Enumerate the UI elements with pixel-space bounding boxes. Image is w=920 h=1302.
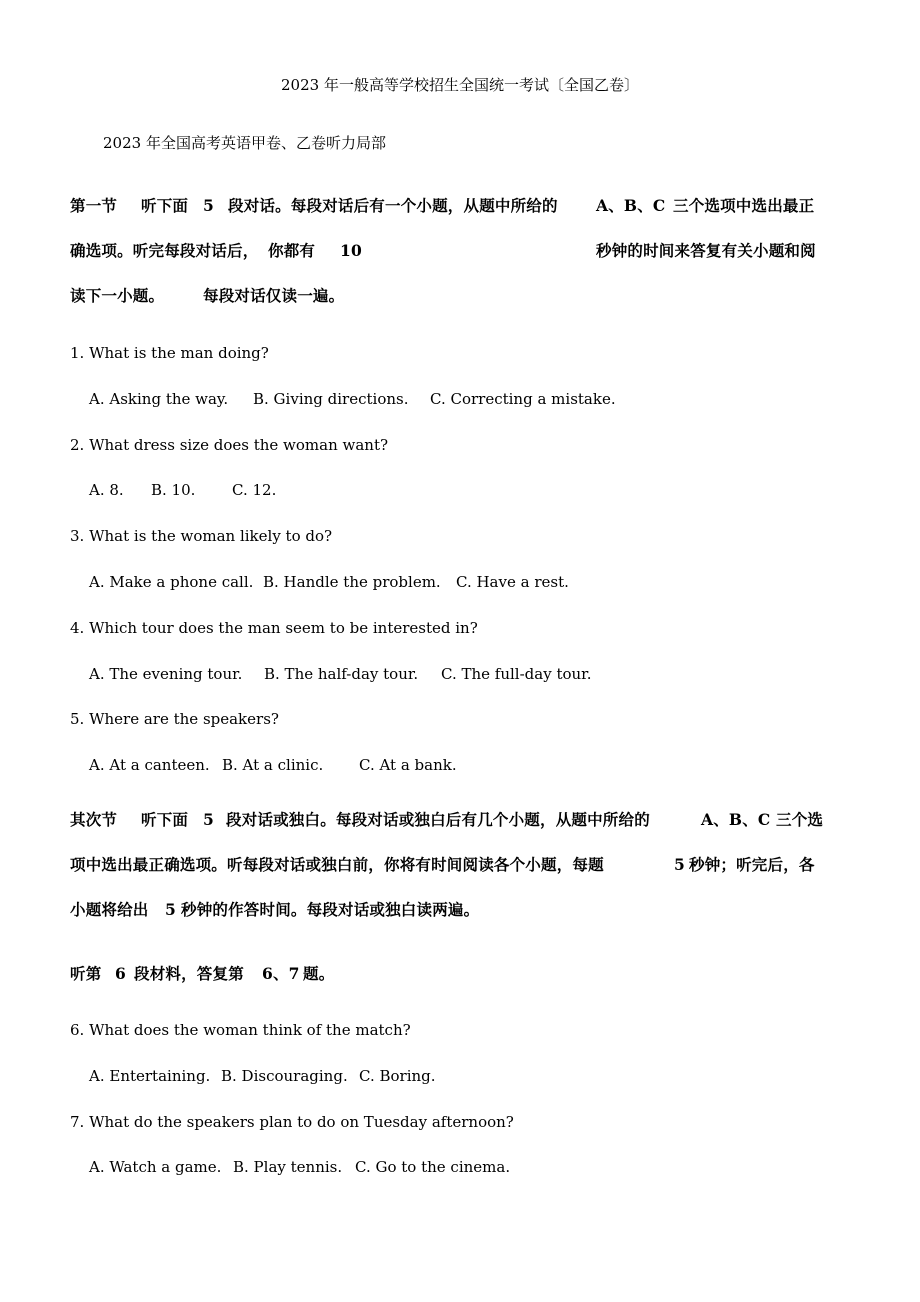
option-b: B. The half-day tour.	[264, 665, 419, 683]
question-7: 7. What do the speakers plan to do on Tuesday afternoon?	[70, 1113, 514, 1131]
document-title: 2023 年一般高等学校招生全国统一考试〔全国乙卷〕	[281, 76, 639, 94]
option-a: A. Make a phone call.	[89, 573, 254, 591]
section-label: 其次节	[70, 810, 118, 829]
option-c: C. The full-day tour.	[441, 665, 592, 683]
material-text: 段材料，答复第	[134, 964, 244, 983]
instruction-number: 5	[165, 900, 176, 919]
option-a: A. Entertaining.	[89, 1067, 211, 1085]
instruction-text: 听下面	[141, 196, 189, 215]
material-text: 听第	[70, 964, 102, 983]
instruction-text: 读下一小题。	[70, 286, 165, 305]
option-b: B. 10.	[151, 481, 196, 499]
option-c: C. Correcting a mistake.	[430, 390, 616, 408]
instruction-number: 5	[203, 810, 214, 829]
instruction-text: 项中选出最正确选项。听每段对话或独白前，你将有时间阅读各个小题，每题	[70, 855, 604, 874]
option-a: A. Watch a game.	[89, 1158, 222, 1176]
instruction-text: 秒钟；听完后，各	[689, 855, 815, 874]
option-b: B. Giving directions.	[253, 390, 409, 408]
question-1: 1. What is the man doing?	[70, 344, 269, 362]
option-c: C. Go to the cinema.	[355, 1158, 511, 1176]
material-number: 6	[115, 964, 126, 983]
instruction-text: 你都有	[268, 241, 316, 260]
option-a: A. The evening tour.	[89, 665, 243, 683]
material-number: 6、7	[262, 964, 300, 983]
question-6: 6. What does the woman think of the match?	[70, 1021, 411, 1039]
instruction-text: 每段对话仅读一遍。	[203, 286, 345, 305]
option-a: A. At a canteen.	[89, 756, 210, 774]
option-c: C. 12.	[232, 481, 277, 499]
option-b: B. At a clinic.	[222, 756, 324, 774]
instruction-number: 5	[203, 196, 214, 215]
instruction-text: 确选项。听完每段对话后，	[70, 241, 259, 260]
option-c: C. At a bank.	[359, 756, 457, 774]
section-label: 第一节	[70, 196, 118, 215]
instruction-text: 段对话。每段对话后有一个小题，从题中所给的	[228, 196, 558, 215]
question-3: 3. What is the woman likely to do?	[70, 527, 333, 545]
instruction-options: A、B、C	[701, 810, 771, 829]
option-c: C. Have a rest.	[456, 573, 569, 591]
instruction-number: 5	[674, 855, 685, 874]
option-b: B. Discouraging.	[221, 1067, 348, 1085]
question-5: 5. Where are the speakers?	[70, 710, 279, 728]
instruction-text: 三个选项中选出最正	[673, 196, 815, 215]
instruction-text: 三个选	[776, 810, 824, 829]
instruction-text: 秒钟的时间来答复有关小题和阅	[596, 241, 816, 260]
question-4: 4. Which tour does the man seem to be interested in?	[70, 619, 478, 637]
instruction-text: 听下面	[141, 810, 189, 829]
instruction-options: A、B、C	[596, 196, 666, 215]
option-a: A. 8.	[89, 481, 124, 499]
instruction-number: 10	[340, 241, 362, 260]
instruction-text: 段对话或独白。每段对话或独白后有几个小题，从题中所给的	[226, 810, 650, 829]
option-a: A. Asking the way.	[89, 390, 229, 408]
material-text: 题。	[303, 964, 335, 983]
question-2: 2. What dress size does the woman want?	[70, 436, 389, 454]
option-c: C. Boring.	[359, 1067, 436, 1085]
option-b: B. Play tennis.	[233, 1158, 343, 1176]
instruction-text: 小题将给出	[70, 900, 149, 919]
instruction-text: 秒钟的作答时间。每段对话或独白读两遍。	[181, 900, 480, 919]
document-subtitle: 2023 年全国高考英语甲卷、乙卷听力局部	[103, 134, 386, 152]
option-b: B. Handle the problem.	[263, 573, 441, 591]
